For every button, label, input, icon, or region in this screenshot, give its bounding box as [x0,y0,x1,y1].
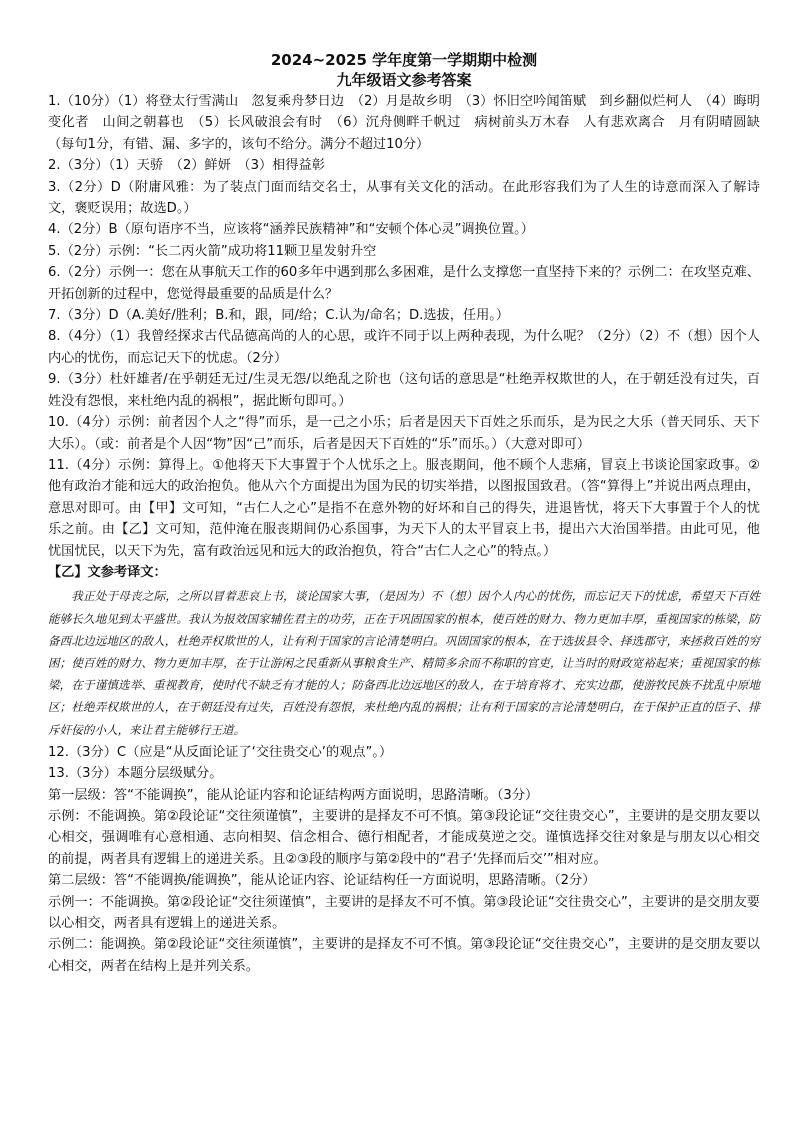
level-1-criteria: 第一层级：答“不能调换”，能从论证内容和论证结构两方面说明，思路清晰。（3分） [48,787,539,803]
answer-11: 11.（4分）示例：算得上。①他将天下大事置于个人忧乐之上。服丧期间，他不顾个人悲痛，冒哀上书谈论国家政事。②他有政治才能和远大的政治抱负。他从六个方面提出为国为民的切实举措，以图报国致君。（答“算得上”并说出两点理由，意思对即可。由【甲】文可知，“古仁人之心”是指不在意外物的好坏和自己的得失，进退皆忧，将天下大事置于个人的忧乐之前。由【乙】文可知，范仲淹在服丧期间仍心系国事，为天下人的太平冒哀上书，提出六大治国举措。由此可见，他忧国忧民，以天下为先，富有政治远见和远大的政治抱负，符合“古仁人之心”的特点。） [48,457,760,559]
answer-10: 10.（4分）示例：前者因个人之“得”而乐，是一己之小乐；后者是因天下百姓之乐而乐，是为民之大乐（普天同乐、天下大乐）。（或：前者是个人因“物”因“己”而乐，后者是因天下百姓的“乐”而乐。）（大意对即可） [48,415,760,452]
answers-part-2 [48,742,760,977]
answer-2: 2.（3分）（1）天骄 （2）鲜妍 （3）相得益彰 [48,158,325,174]
page-subtitle: 九年级语文参考答案 [336,71,472,89]
translation-text: 我正处于母丧之际，之所以冒着悲哀上书，谈论国家大事，（是因为）不（想）因个人内心的忧伤，而忘记天下的忧虑，希望天下百姓能够长久地见到太平盛世。我认为报效国家辅佐君主的功劳，正在于巩固国家的根本，使百姓的财力、物力更加丰厚，重视国家的栋梁，防备西北边远地区的敌人，杜绝弄权欺世的人，让有利于国家的言论清楚明白。巩固国家的根本，在于选拔县令、择选郡守，来拯救百姓的穷困；使百姓的财力、物力更加丰厚，在于让游闲之民重新从事粮食生产、精简多余而不称职的官吏，让当时的财政宽裕起来；重视国家的栋梁，在于谨慎选举、重视教育，使时代不缺乏有才能的人；防备西北边远地区的敌人，在于培育将才、充实边郡，使游牧民族不扰乱中原地区；杜绝弄权欺世的人，在于朝廷没有过失，百姓没有怨恨，来杜绝内乱的祸根；让有利于国家的言论清楚明白，在于保护正直的臣子、排斥奸佞的小人，来让君主能够行王道。 [48,589,760,737]
answer-1: 1.（10分）（1）将登太行雪满山 忽复乘舟梦日边 （2）月是故乡明 （3）怀旧空吟闻笛赋 到乡翻似烂柯人 （4）晦明变化者 山间之朝暮也 （5）长风破浪会有时 （6）沉舟侧畔千帆过 病树前头万木春 人有悲欢离合 月有阴晴圆缺（每句1分，有错、漏、多字的，该句不给分。满分不超过10分） [48,94,760,152]
answer-12: 12.（3分）C（应是“从反面论证了‘交往贵交心’的观点”。） [48,744,393,760]
page-title: 2024~2025 学年度第一学期期中检测 [270,51,538,69]
answer-8: 8.（4分）（1）我曾经探求古代品德高尚的人的心思，或许不同于以上两种表现，为什么呢？（2分）（2）不（想）因个人内心的忧伤，而忘记天下的忧虑。（2分） [48,329,760,366]
answer-4: 4.（2分）B（原句语序不当，应该将“涵养民族精神”和“安顿个体心灵”调换位置。） [48,222,534,238]
answer-7: 7.（3分）D（A.美好/胜利；B.和，跟，同/给；C.认为/命名；D.选拔，任用。） [48,308,510,324]
answer-3: 3.（2分）D（附庸风雅：为了装点门面而结交名士，从事有关文化的活动。在此形容我们为了人生的诗意而深入了解诗文，褒贬误用；故选D。） [48,179,760,217]
level-2-criteria: 第二层级：答“不能调换/能调换”，能从论证内容、论证结构任一方面说明，思路清晰。（2分） [48,873,596,889]
answer-5: 5.（2分）示例：“长二丙火箭”成功将11颗卫星发射升空 [48,243,377,259]
translation-heading: 【乙】文参考译文： [48,564,167,580]
answer-6: 6.（2分）示例一：您在从事航天工作的60多年中遇到那么多困难，是什么支撑您一直坚持下来的？示例二：在攻坚克难、开拓创新的过程中，您觉得最重要的品质是什么？ [48,265,760,302]
answer-9: 9.（3分）杜奸雄者/在乎朝廷无过/生灵无怨/以绝乱之阶也（这句话的意思是“杜绝弄权欺世的人，在于朝廷没有过失，百姓没有怨恨，来杜绝内乱的祸根”，据此断句即可。） [48,372,760,409]
answer-sheet [48,50,760,977]
level-2-example-2: 示例二：能调换。第②段论证“交往须谨慎”，主要讲的是择友不可不慎。第③段论证“交往贵交心”，主要讲的是交朋友要以心相交，两者在结构上是并列关系。 [48,937,760,974]
level-2-example-1: 示例一：不能调换。第②段论证“交往须谨慎”，主要讲的是择友不可不慎。第③段论证“交往贵交心”，主要讲的是交朋友要以心相交，两者具有逻辑上的递进关系。 [48,894,760,932]
answer-13: 13.（3分）本题分层级赋分。 [48,766,223,782]
answers-part-1 [48,91,760,562]
level-1-example: 示例：不能调换。第②段论证“交往须谨慎”，主要讲的是择友不可不慎。第③段论证“交往贵交心”，主要讲的是交朋友要以心相交，强调唯有心意相通、志向相契、信念相合、德行相配者，才能成莫逆之交。谨慎选择交往对象是与朋友以心相交的前提，两者具有逻辑上的递进关系。且②③段的顺序与第②段中的“君子‘先择而后交’”相对应。 [48,808,760,867]
